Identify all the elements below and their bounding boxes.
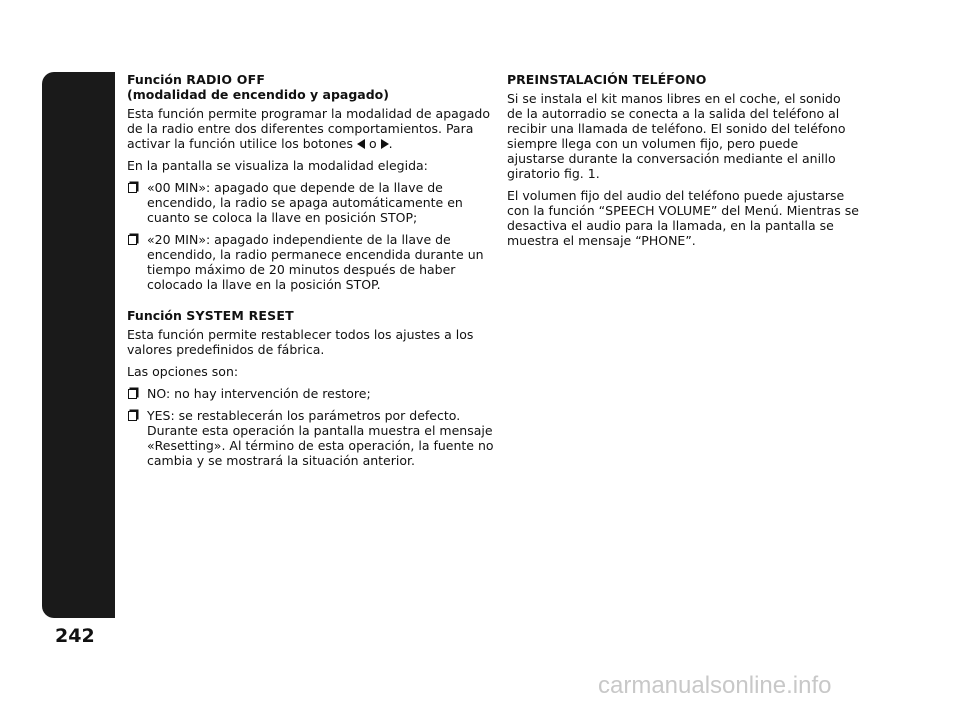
list-item-text: «00 MIN»: apagado que depende de la llave de encendido, la radio se apaga automáticamente en cuanto se coloca la llave en posición STOP; — [147, 180, 463, 225]
list-item-text: NO: no hay intervención de restore; — [147, 386, 371, 401]
checkbox-bullet-icon — [128, 183, 137, 193]
phone-preinstall-paragraph-1: Si se instala el kit manos libres en el coche, el sonido de la autorradio se conecta a la salida del teléfono al recibir una llamada de teléfono. El sonido del teléfono siempre llega con un volumen fijo, pero puede ajustarse durante la conversación mediante el anillo giratorio fig. 1. — [507, 91, 846, 181]
system-reset-options-label: Las opciones son: — [127, 364, 239, 379]
list-item-text: «20 MIN»: apagado independiente de la llave de encendido, la radio permanece encendida durante un tiempo máximo de 20 minutos después de haber colocado la llave en la posición STOP. — [147, 232, 484, 292]
radio-off-options-list — [127, 180, 495, 292]
system-reset-heading — [127, 308, 495, 323]
system-reset-title-value: SYSTEM RESET — [186, 308, 294, 323]
list-item-text: YES: se restablecerán los parámetros por defecto. Durante esta operación la pantalla muestra el mensaje «Resetting». Al término de esta operación, la fuente no cambia y se mostrará la situación anterior. — [147, 408, 494, 468]
watermark: carmanualsonline.info — [598, 672, 832, 699]
list-item — [127, 180, 495, 225]
checkbox-bullet-icon — [128, 235, 137, 245]
phone-preinstall-heading: PREINSTALACIÓN TELÉFONO — [507, 72, 707, 87]
radio-off-title-prefix: Función — [127, 72, 182, 87]
section-sidebar — [42, 72, 126, 618]
radio-off-intro-text: Esta función permite programar la modalidad de apagado de la radio entre dos diferentes comportamientos. Para activar la función utilice los botones — [127, 106, 490, 151]
radio-off-title-value: RADIO OFF — [186, 72, 266, 87]
system-reset-intro: Esta función permite restablecer todos los ajustes a los valores predefinidos de fábrica. — [127, 327, 474, 357]
checkbox-bullet-icon — [128, 389, 137, 399]
list-item — [127, 386, 495, 401]
radio-off-display-text: En la pantalla se visualiza la modalidad elegida: — [127, 158, 428, 173]
radio-off-heading — [127, 72, 495, 102]
phone-preinstall-paragraph-2: El volumen fijo del audio del teléfono puede ajustarse con la función “SPEECH VOLUME” del Menú. Mientras se desactiva el audio para la llamada, en la pantalla se muestra el mensaje “PHONE”. — [507, 188, 859, 248]
page-number: 242 — [55, 625, 95, 647]
list-item — [127, 232, 495, 292]
section-label: AUTORRADIO — [116, 385, 126, 449]
right-column — [507, 72, 859, 255]
arrow-left-icon — [357, 139, 365, 149]
radio-off-intro — [127, 106, 495, 151]
radio-off-intro-or: o — [368, 136, 377, 151]
radio-off-intro-end: . — [388, 136, 393, 151]
system-reset-options-list — [127, 386, 495, 468]
checkbox-bullet-icon — [128, 411, 137, 421]
radio-off-subtitle: (modalidad de encendido y apagado) — [127, 87, 389, 102]
arrow-right-icon — [381, 139, 389, 149]
list-item — [127, 408, 495, 468]
system-reset-title-prefix: Función — [127, 308, 182, 323]
left-column — [127, 72, 495, 475]
